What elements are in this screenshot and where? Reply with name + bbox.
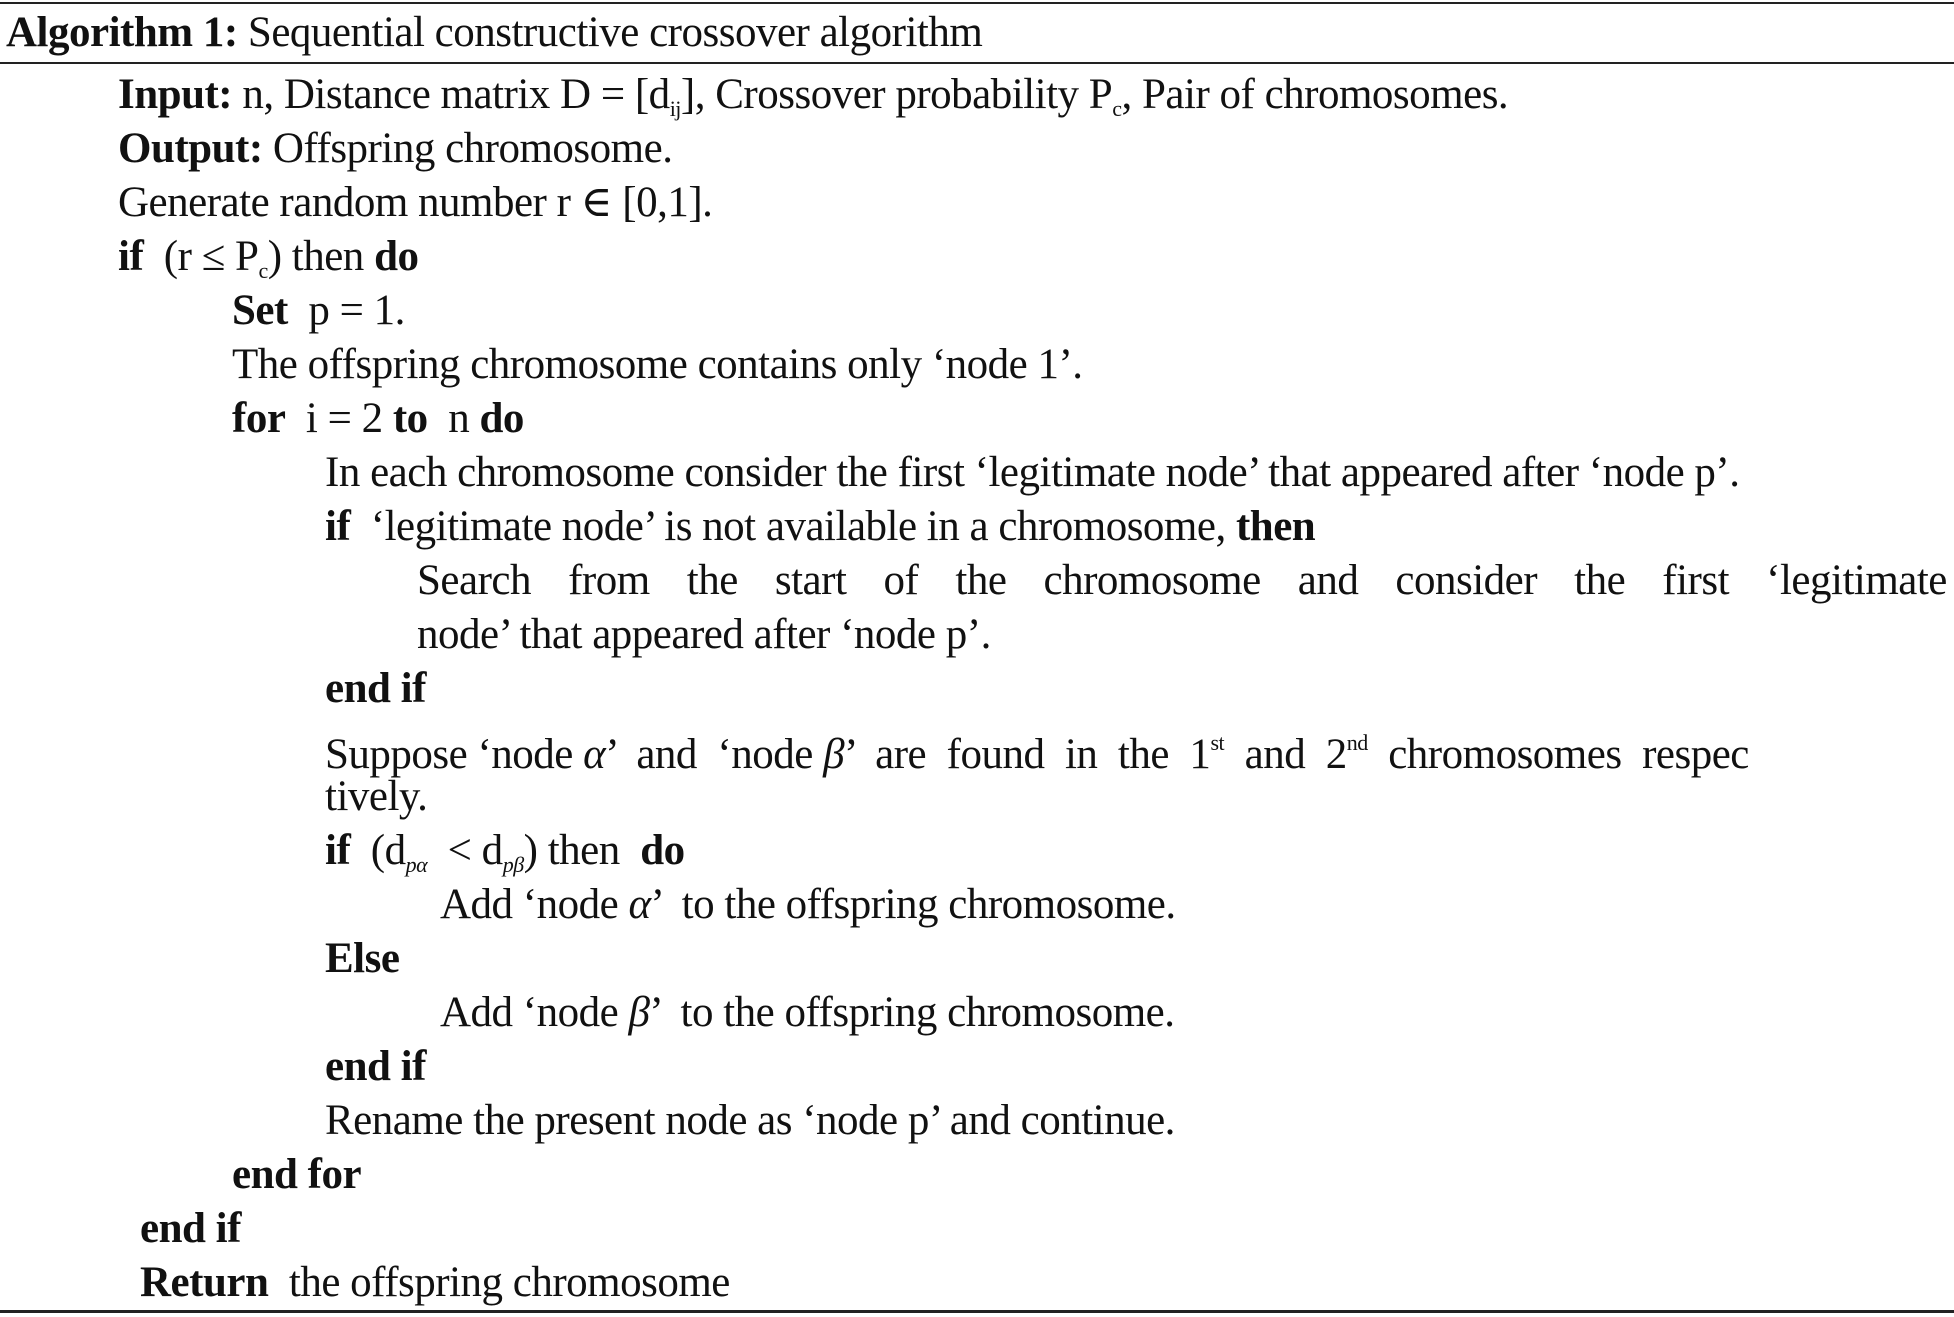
alpha-symbol: α (628, 881, 651, 928)
suppose-line (325, 716, 1954, 782)
return-line (140, 1256, 730, 1310)
return-text: the offspring chromosome (288, 1259, 730, 1306)
superscript-st: st (1210, 730, 1225, 755)
generate-line: Generate random number r ∈ [0,1]. (118, 179, 713, 226)
condition-text: ) then (267, 233, 364, 280)
subscript-c: c (258, 258, 268, 283)
word: ‘legitimate (1766, 557, 1947, 604)
if-keyword: if (118, 233, 144, 280)
condition-text: ) then (523, 827, 620, 874)
condition-text: (r ≤ P (163, 233, 259, 280)
for-text: n (448, 395, 470, 442)
algorithm-label: Algorithm 1: (6, 9, 238, 56)
superscript-nd: nd (1346, 730, 1368, 755)
suppose-text: ’ and ‘node (605, 731, 824, 778)
word: the (686, 557, 738, 604)
end-if-keyword: end if (325, 1043, 426, 1090)
alpha-symbol: α (583, 731, 606, 778)
set-keyword: Set (232, 287, 288, 334)
do-keyword: do (374, 233, 419, 280)
word: first (1662, 557, 1730, 604)
word: chromosome (1043, 557, 1261, 604)
beta-symbol: β (628, 989, 650, 1036)
if-keyword: if (325, 827, 351, 874)
header-rule (0, 62, 1954, 64)
add-alpha-line (440, 878, 1176, 932)
output-line (118, 122, 672, 176)
output-text: Offspring chromosome. (272, 125, 673, 172)
to-keyword: to (392, 395, 428, 442)
output-keyword: Output: (118, 125, 263, 172)
word: and (1297, 557, 1359, 604)
for-text: i = 2 (305, 395, 383, 442)
input-text: , Pair of chromosomes. (1121, 71, 1509, 118)
subscript-c: c (1112, 96, 1122, 121)
end-if-keyword: end if (140, 1205, 241, 1252)
search-line-2: node’ that appeared after ‘node p’. (417, 611, 991, 658)
rename-line: Rename the present node as ‘node p’ and continue. (325, 1097, 1175, 1144)
add-text: ’ to the offspring chromosome. (650, 881, 1176, 928)
subscript-p-alpha: pα (405, 852, 428, 877)
for-line (232, 392, 524, 446)
input-text: n, Distance matrix D = [d (242, 71, 670, 118)
if-keyword: if (325, 503, 351, 550)
condition-text: ‘legitimate node’ is not available in a chromosome, (370, 503, 1226, 550)
subscript-ij: ij (669, 96, 681, 121)
for-keyword: for (232, 395, 286, 442)
suppose-text: and 2 (1224, 731, 1347, 778)
add-text: Add ‘node (440, 989, 629, 1036)
add-text: ’ to the offspring chromosome. (649, 989, 1175, 1036)
condition-text: (d (370, 827, 406, 874)
set-line (232, 284, 405, 338)
word: the (955, 557, 1007, 604)
beta-symbol: β (823, 731, 845, 778)
word: consider (1395, 557, 1538, 604)
add-beta-line (440, 986, 1174, 1040)
set-text: p = 1. (308, 287, 405, 334)
search-line-1 (417, 554, 1947, 608)
do-keyword: do (640, 827, 685, 874)
do-keyword: do (479, 395, 524, 442)
word: start (774, 557, 847, 604)
word: the (1574, 557, 1626, 604)
end-for-keyword: end for (232, 1151, 362, 1198)
tively-line: tively. (325, 773, 428, 820)
word: Search (417, 557, 531, 604)
then-keyword: then (1235, 503, 1316, 550)
subscript-p-beta: pβ (502, 852, 524, 877)
word: of (883, 557, 919, 604)
suppose-text: ’ are found in the 1 (844, 731, 1211, 778)
bottom-rule (0, 1310, 1954, 1313)
condition-text: < d (427, 827, 503, 874)
if-legitimate-line (325, 500, 1315, 554)
return-keyword: Return (140, 1259, 269, 1306)
suppose-text: chromosomes respec (1367, 731, 1749, 778)
suppose-text: Suppose ‘node (325, 731, 584, 778)
consider-line: In each chromosome consider the first ‘legitimate node’ that appeared after ‘node p’. (325, 449, 1740, 496)
else-keyword: Else (325, 935, 400, 982)
algorithm-title (6, 6, 982, 60)
contains-line: The offspring chromosome contains only ‘node 1’. (232, 341, 1083, 388)
algorithm-name: Sequential constructive crossover algorithm (247, 9, 983, 56)
end-if-keyword: end if (325, 665, 426, 712)
top-rule (0, 2, 1954, 4)
input-text: ], Crossover probability P (680, 71, 1113, 118)
word: from (568, 557, 650, 604)
input-keyword: Input: (118, 71, 233, 118)
add-text: Add ‘node (440, 881, 629, 928)
